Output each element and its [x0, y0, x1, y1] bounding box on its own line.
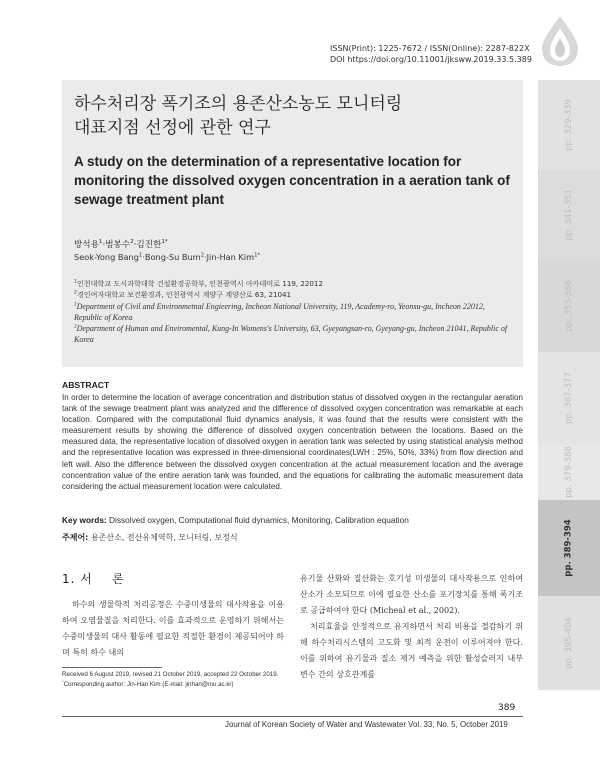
page-tab-label: pp. 329-339 [564, 99, 574, 151]
page-tab[interactable] [538, 170, 600, 260]
footnotes [62, 670, 302, 689]
footer-divider [62, 716, 523, 717]
journal-drop-logo [532, 12, 588, 68]
author-mark: 2 [130, 239, 134, 246]
corresponding-text: Corresponding author: Jin-Han Kim (E-mail: jinhan@inu.ac.kr) [63, 680, 234, 688]
author-mark: 1 [138, 252, 143, 259]
affiliation-kr-2 [74, 289, 514, 300]
page-tab-label: pp. 367-377 [564, 372, 574, 424]
korean-title [74, 92, 514, 140]
authors-english [74, 252, 260, 262]
journal-footer: Journal of Korean Society of Water and Wastewater Vol. 33, No. 5, October 2019 [225, 720, 508, 729]
doi-line: DOI https://doi.org/10.11001/jksww.2019.33.5.389 [330, 54, 532, 64]
page-tab[interactable] [538, 596, 600, 690]
author-name: 방석용 [74, 240, 99, 250]
page-tab-label: pp. 395-404 [564, 617, 574, 669]
page-tab[interactable] [538, 260, 600, 352]
korean-title-line-1: 하수처리장 폭기조의 용존산소농도 모니터링 [74, 94, 403, 114]
author-name: ·범봉수 [102, 240, 131, 250]
corresponding-author [62, 680, 302, 690]
author-mark: 1* [161, 239, 168, 246]
affiliation-en-2 [74, 323, 514, 346]
abstract-heading: ABSTRACT [62, 380, 110, 390]
page-tab-label: pp. 341-351 [564, 189, 574, 241]
page-tab-active[interactable] [538, 500, 600, 596]
paragraph: 하수의 생물학적 처리공정은 수중미생물의 대사작용을 이용하여 오염물질을 처리한다. 이를 효과적으로 운영하기 위해서는 수중미생물의 대사 활동에 필요한 적절한 환경이 제공되어야 하며 특히 하수 내의 [62, 600, 284, 657]
page-number: 389 [498, 703, 516, 713]
paragraph: 처리효율을 안정적으로 유지하면서 처리 비용을 절감하기 위해 하수처리시스템의 고도화 및 최적 운전이 이루어져야 한다. 이를 위하여 유기물과 질소 제거 예측을 위한 활성슬러지 내부 변수 간의 상호관계를 [300, 622, 523, 679]
affiliation-mark: 2 [74, 323, 77, 330]
affiliation-mark: 2 [74, 290, 77, 296]
issn-line: ISSN(Print): 1225-7672 / ISSN(Online): 2287-822X [330, 44, 530, 53]
author-mark: 2 [200, 252, 205, 259]
page-tab[interactable] [538, 444, 600, 500]
author-mark: 1 [98, 239, 103, 246]
author-mark: 1* [254, 252, 261, 259]
page-tab[interactable] [538, 352, 600, 444]
keywords-korean-text: 용존산소, 전산유체역학, 모니터링, 보정식 [90, 533, 238, 542]
author-name: ·Bong-Su Bum [142, 252, 201, 262]
author-name: ·Jin-Han Kim [204, 252, 255, 262]
affiliation-text: 인천대학교 도시과학대학 건설환경공학부, 인천광역시 아카데미로 119, 22012 [76, 279, 323, 288]
page-tab-label: pp. 389-394 [564, 519, 574, 577]
affiliations [74, 278, 514, 346]
footnote-divider [62, 667, 162, 668]
body-column-right [300, 571, 523, 683]
page-tab-label: pp. 379-388 [564, 446, 574, 498]
affiliation-text: Department of Human and Enviromental, Kung-In Womens's University, 63, Gyeyangsan-ro, Gyeyang-gu, Incheon 21041, Republic of Korea [74, 324, 508, 345]
korean-title-line-2: 대표지점 선정에 관한 연구 [74, 118, 271, 138]
affiliation-text: Department of Civil and Environmetnal Engieering, Incheon National University, 119, Academy-ro, Yeonsu-gu, Incheon 22012, Republic of Korea [74, 301, 485, 322]
english-title: A study on the determination of a representative location for monitoring the dissolved oxygen concentration in a aeration tank of sewage treatment plant [74, 154, 510, 207]
keywords [62, 515, 523, 525]
body-column-left [62, 597, 284, 661]
paragraph: 유기물 산화와 질산화는 호기성 미생물의 대사작용으로 인하여 산소가 소모되므로 이에 필요한 산소를 포기장치를 통해 폭기조로 공급하여야 한다 (Micheal et al., 2002). [300, 574, 523, 615]
affiliation-mark: 1 [74, 279, 77, 285]
affiliation-en-1 [74, 301, 514, 324]
affiliation-text: 경인여자대학교 보건환경과, 인천광역시 계양구 계양산로 63, 21041 [76, 290, 292, 300]
page-tab[interactable] [538, 80, 600, 170]
affiliation-kr-1 [74, 278, 514, 289]
keywords-label: Key words: [62, 515, 107, 525]
corresponding-mark: * [62, 678, 64, 684]
received-dates: Received 6 August 2019, revised 21 October 2019, accepted 22 October 2019. [62, 671, 279, 678]
affiliation-mark: 1 [74, 300, 77, 307]
keywords-text: Dissolved oxygen, Computational fluid dynamics, Monitoring, Calibration equation [109, 515, 409, 525]
issn-doi-block [330, 44, 532, 65]
keywords-korean [62, 532, 238, 543]
section-heading: 1. 서 론 [62, 572, 125, 586]
page-tab-label: pp. 353-366 [564, 280, 574, 332]
authors-korean [74, 238, 168, 250]
page-range-tabs [538, 80, 600, 763]
keywords-korean-label: 주제어: [62, 533, 89, 542]
author-name: ·김진한 [133, 240, 162, 250]
abstract-text: In order to determine the location of average concentration and distribution status of dissolved oxygen in the rectangular aeration tank of the sewage treatment plant was analyzed and the difference of dissolved oxygen concentration was remarkable at each location. Compared with the computational fluid dynamics analysis, it was found that the results were consistent with the measurement results by showing the difference of dissolved oxygen concentration between the locations. Based on the measured data, the representative location of dissolved oxygen in aeration tank was selected by using statistical analysis method and the representative location was expressed in three-dimensional coordinates(LWH : 25%, 50%, 33%) from flow direction and left wall. Also the difference between the dissolved oxygen concentration at the actual measurement location and the average concentration value of the entire aeration tank was founded, and the equations for calibrating the automatic measurement data considering the actual measurement location were calculated. [62, 393, 523, 491]
author-name: Seok-Yong Bang [74, 252, 139, 262]
